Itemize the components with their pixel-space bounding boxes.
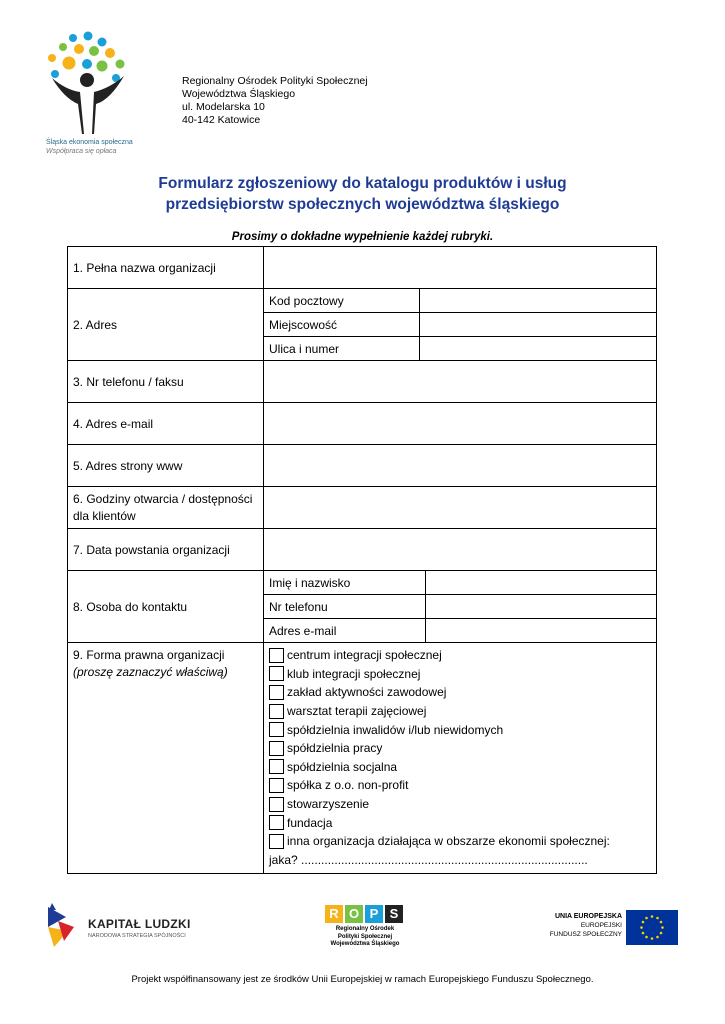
label-street: Ulica i numer: [264, 337, 419, 361]
form-title-line1: Formularz zgłoszeniowy do katalogu produktów i usług: [158, 175, 567, 192]
field-opening-hours[interactable]: [264, 487, 657, 529]
checkbox[interactable]: [269, 722, 284, 737]
legal-form-hint: (proszę zaznaczyć właściwą): [73, 665, 228, 679]
legal-form-option[interactable]: [269, 795, 651, 814]
sender-address: [182, 75, 368, 127]
legal-form-option[interactable]: [269, 776, 651, 795]
kapital-ludzki-title: KAPITAŁ LUDZKI: [88, 917, 191, 931]
label-phone-fax: 3. Nr telefonu / faksu: [68, 361, 264, 403]
legal-form-option[interactable]: [269, 758, 651, 777]
option-label: spółdzielnia pracy: [287, 741, 383, 756]
label-opening-hours: 6. Godziny otwarcia / dostępności dla klientów: [68, 487, 264, 529]
field-contact-phone[interactable]: [425, 595, 656, 619]
address-line: 40-142 Katowice: [182, 114, 261, 126]
legal-form-option[interactable]: [269, 832, 651, 851]
eu-title: UNIA EUROPEJSKA: [554, 913, 622, 920]
rops-letter: R: [325, 905, 343, 923]
label-email: 4. Adres e-mail: [68, 403, 264, 445]
field-city[interactable]: [419, 313, 656, 337]
instruction: Prosimy o dokładne wypełnienie każdej rubryki.: [231, 231, 494, 243]
checkbox[interactable]: [269, 648, 284, 663]
field-contact-email[interactable]: [425, 619, 656, 643]
rops-caption: [320, 926, 410, 949]
checkbox[interactable]: [269, 741, 284, 756]
option-label: stowarzyszenie: [287, 797, 370, 812]
field-street[interactable]: [419, 337, 656, 361]
legal-form-option[interactable]: [269, 720, 651, 739]
kapital-ludzki-text: [88, 917, 191, 939]
legal-form-option[interactable]: [269, 739, 651, 758]
option-label: fundacja: [287, 815, 333, 830]
field-founding-date[interactable]: [264, 529, 657, 571]
label-legal-form: 9. Forma prawna organizacji: [73, 648, 225, 662]
eu-sub2: FUNDUSZ SPOŁECZNY: [549, 931, 622, 938]
checkbox[interactable]: [269, 815, 284, 830]
address-subtable: [264, 289, 657, 361]
eu-flag-icon: [626, 910, 678, 945]
label-organization-name: 1. Pełna nazwa organizacji: [68, 247, 264, 289]
label-contact-phone: Nr telefonu: [264, 595, 425, 619]
legal-form-option[interactable]: [269, 683, 651, 702]
rops-caption-line: Regionalny Ośrodek: [335, 926, 395, 932]
label-founding-date: 7. Data powstania organizacji: [68, 529, 264, 571]
rops-logo: [325, 905, 403, 923]
logo-tree-icon: [44, 30, 134, 138]
field-postal-code[interactable]: [419, 289, 656, 313]
logo-caption-main: Śląska ekonomia społeczna: [46, 139, 133, 146]
option-label: inna organizacja działająca w obszarze ekonomii społecznej:: [287, 834, 610, 849]
logo-caption-sub: Współpraca się opłaca: [46, 148, 117, 155]
legal-form-option[interactable]: [269, 646, 651, 665]
rops-letter: O: [345, 905, 363, 923]
application-form-table: [67, 246, 657, 874]
field-email[interactable]: [264, 403, 657, 445]
checkbox[interactable]: [269, 759, 284, 774]
rops-caption-line: Polityki Społecznej: [337, 933, 393, 940]
checkbox[interactable]: [269, 797, 284, 812]
contact-subtable: [264, 571, 657, 643]
field-phone-fax[interactable]: [264, 361, 657, 403]
address-line: Województwa Śląskiego: [182, 88, 296, 100]
option-label: warsztat terapii zajęciowej: [287, 704, 427, 719]
logo-caption: [46, 138, 133, 156]
label-contact-person: 8. Osoba do kontaktu: [68, 571, 264, 643]
checkbox[interactable]: [269, 704, 284, 719]
option-label: spółdzielnia socjalna: [287, 759, 398, 774]
rops-caption-line: Województwa Śląskiego: [330, 941, 400, 947]
kapital-ludzki-logo-icon: [46, 901, 76, 949]
option-label: zakład aktywności zawodowej: [287, 685, 447, 700]
label-city: Miejscowość: [264, 313, 419, 337]
legal-form-option[interactable]: [269, 665, 651, 684]
eu-sub1: EUROPEJSKI: [580, 922, 622, 929]
field-contact-name[interactable]: [425, 571, 656, 595]
kapital-ludzki-subtitle: NARODOWA STRATEGIA SPÓJNOŚCI: [88, 933, 186, 939]
checkbox[interactable]: [269, 666, 284, 681]
checkbox[interactable]: [269, 778, 284, 793]
label-contact-name: Imię i nazwisko: [264, 571, 425, 595]
option-label: spółka z o.o. non-profit: [287, 778, 409, 793]
other-legal-form-field[interactable]: jaka? ......................................................................................: [269, 852, 588, 867]
option-label: centrum integracji społecznej: [287, 648, 442, 663]
address-line: Regionalny Ośrodek Polityki Społecznej: [182, 75, 368, 87]
checkbox[interactable]: [269, 834, 284, 849]
address-line: ul. Modelarska 10: [182, 101, 265, 113]
rops-letter: P: [365, 905, 383, 923]
legal-form-option[interactable]: [269, 702, 651, 721]
legal-form-option[interactable]: [269, 813, 651, 832]
option-label: spółdzielnia inwalidów i/lub niewidomych: [287, 722, 504, 737]
label-address: 2. Adres: [68, 289, 264, 361]
label-contact-email: Adres e-mail: [264, 619, 425, 643]
legal-form-options: [264, 643, 657, 874]
footer-text: Projekt współfinansowany jest ze środków Unii Europejskiej w ramach Europejskiego Funduszu Społecznego.: [131, 974, 594, 985]
form-title-line2: przedsiębiorstw społecznych województwa śląskiego: [165, 196, 560, 213]
checkbox[interactable]: [269, 685, 284, 700]
eu-text: [540, 912, 622, 939]
label-postal-code: Kod pocztowy: [264, 289, 419, 313]
option-label: klub integracji społecznej: [287, 666, 421, 681]
label-legal-form-cell: [68, 643, 264, 874]
form-title: [0, 173, 725, 215]
field-website[interactable]: [264, 445, 657, 487]
label-website: 5. Adres strony www: [68, 445, 264, 487]
field-organization-name[interactable]: [264, 247, 657, 289]
rops-letter: S: [385, 905, 403, 923]
